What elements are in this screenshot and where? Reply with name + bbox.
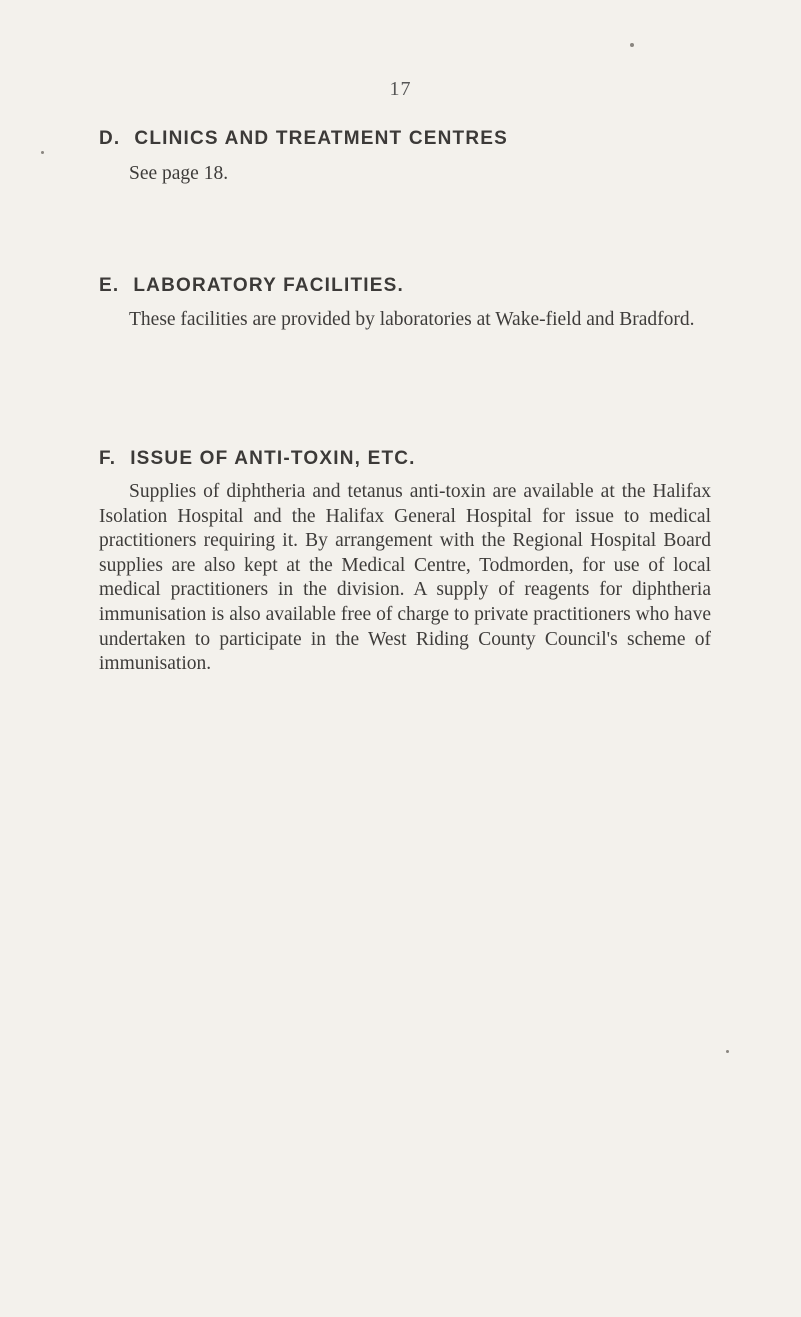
paper-speck (630, 43, 634, 47)
section-f-body: Supplies of diphtheria and tetanus anti-toxin are available at the Halifax Isolation Hospital and the Halifax General Hospital for issue to medical practitioners requiring it. By arrangement with the Regional Hospital Board supplies are also kept at the Medical Centre, Todmorden, for use of local medical practitioners in the division. A supply of reagents for diphtheria immunisation is also available free of charge to private practitioners who have undertaken to participate in the West Riding County Council's scheme of immunisation. (99, 481, 711, 675)
section-d-title: CLINICS AND TREATMENT CENTRES (134, 128, 509, 149)
paper-speck (726, 1050, 729, 1053)
section-d-body: See page 18. (129, 163, 229, 184)
section-e-body: These facilities are provided by laboratories at Wake-field and Bradford. (129, 309, 695, 330)
section-e-heading (99, 275, 404, 297)
paper-speck (41, 151, 44, 154)
section-e-letter: E. (99, 275, 120, 296)
section-f-title: ISSUE OF ANTI-TOXIN, ETC. (130, 448, 416, 469)
section-f-letter: F. (99, 448, 117, 469)
section-d-letter: D. (99, 128, 121, 149)
section-e-title: LABORATORY FACILITIES. (133, 275, 404, 296)
section-d-heading (99, 128, 508, 150)
page-number: 17 (389, 78, 412, 100)
section-f-heading (99, 448, 416, 470)
